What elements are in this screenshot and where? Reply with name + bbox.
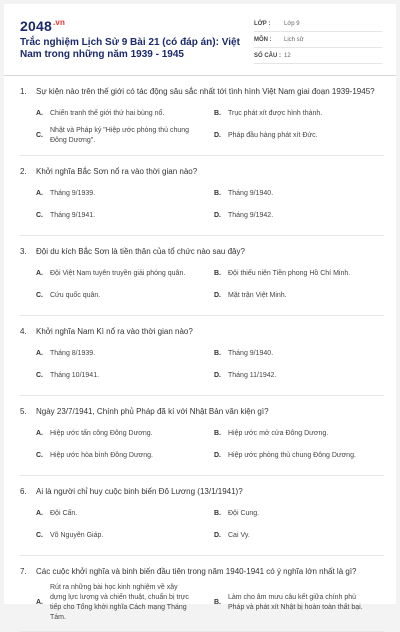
option-text: Chiến tranh thế giới thứ hai bùng nổ. [50,110,165,117]
question-body: Ngày 23/7/1941, Chính phủ Pháp đã kí với Nhật Bản văn kiện gì? [36,407,269,416]
answer-option[interactable] [214,583,384,623]
option-letter: A. [36,430,43,437]
question-list [4,76,396,632]
answer-option[interactable] [36,285,206,307]
option-text: Đội Cấn. [50,510,78,517]
answer-option[interactable] [36,103,206,125]
option-text: Làm cho âm mưu câu kết giữa chính phủ Pháp và phát xít Nhật bị hoàn toàn thất bại. [228,594,363,611]
option-text: Đội Cung. [228,510,260,517]
answer-option[interactable] [214,183,384,205]
option-text: Tháng 10/1941. [50,372,100,379]
answer-option[interactable] [36,525,206,547]
answer-option[interactable] [214,525,384,547]
question-text [20,326,384,337]
option-text: Đội thiếu niên Tiền phong Hồ Chí Minh. [228,270,351,277]
option-text: Cai Vy. [228,532,250,539]
question-number: 3. [20,247,27,256]
question-item [20,556,384,632]
question-number: 1. [20,87,27,96]
answer-option[interactable] [36,423,206,445]
question-text [20,86,384,97]
page-title: Trắc nghiệm Lịch Sử 9 Bài 21 (có đáp án): Việt Nam trong những năm 1939 - 1945 [20,37,240,60]
answer-options [20,263,384,307]
option-text: Tháng 9/1942. [228,212,274,219]
option-letter: A. [36,110,43,117]
meta-value: Lịch sử [284,36,304,43]
option-letter: D. [214,132,221,139]
meta-info [254,16,382,64]
answer-option[interactable] [214,263,384,285]
meta-row [254,16,382,32]
question-text [20,566,384,577]
option-letter: A. [36,190,43,197]
question-item [20,156,384,236]
option-letter: A. [36,510,43,517]
meta-label: MÔN : [254,36,272,43]
question-text [20,166,384,177]
option-text: Tháng 9/1940. [228,190,274,197]
question-number: 7. [20,567,27,576]
answer-options [20,503,384,547]
answer-option[interactable] [214,343,384,365]
option-letter: B. [214,190,221,197]
question-item [20,316,384,396]
question-body: Khởi nghĩa Bắc Sơn nổ ra vào thời gian nào? [36,167,198,176]
question-body: Các cuộc khởi nghĩa và binh biến đầu tiên trong năm 1940-1941 có ý nghĩa lớn nhất là gì? [36,567,357,576]
answer-options [20,103,384,147]
option-letter: C. [36,212,43,219]
meta-row [254,48,382,64]
answer-option[interactable] [36,445,206,467]
answer-option[interactable] [36,343,206,365]
option-text: Cứu quốc quân. [50,292,101,299]
option-text: Hiệp ước phòng thủ chung Đông Dương. [228,452,356,459]
answer-options [20,343,384,387]
answer-options [20,183,384,227]
option-letter: B. [214,110,221,117]
answer-option[interactable] [36,205,206,227]
meta-value: 12 [284,52,291,59]
option-text: Rút ra những bài học kinh nghiệm về xây dựng lực lượng và chiến thuật, chuẩn bị trực tiếp cho Tổng khởi nghĩa Cách mạng Tháng Tám. [50,584,189,621]
answer-option[interactable] [214,445,384,467]
option-text: Hiệp ước mở cửa Đông Dương. [228,430,329,437]
question-number: 2. [20,167,27,176]
option-text: Tháng 8/1939. [50,350,96,357]
answer-option[interactable] [214,423,384,445]
meta-row [254,32,382,48]
question-body: Đội du kích Bắc Sơn là tiền thân của tổ chức nào sau đây? [36,247,245,256]
answer-option[interactable] [36,365,206,387]
option-letter: A. [36,350,43,357]
option-letter: B. [214,270,221,277]
question-number: 5. [20,407,27,416]
option-text: Hiệp ước hòa bình Đông Dương. [50,452,153,459]
option-letter: B. [214,350,221,357]
answer-options [20,423,384,467]
option-letter: C. [36,532,43,539]
option-letter: C. [36,372,43,379]
option-letter: B. [214,510,221,517]
page [4,4,396,621]
question-number: 6. [20,487,27,496]
question-text [20,246,384,257]
answer-options [20,583,384,623]
question-item [20,476,384,556]
question-text [20,486,384,497]
answer-option[interactable] [36,263,206,285]
answer-option[interactable] [214,205,384,227]
question-body: Sự kiện nào trên thế giới có tác động sâu sắc nhất tới tình hình Việt Nam giai đoạn 1939-1945? [36,87,375,96]
option-letter: A. [36,270,43,277]
question-item [20,236,384,316]
question-body: Ai là người chỉ huy cuộc binh biến Đô Lương (13/1/1941)? [36,487,243,496]
option-letter: B. [214,430,221,437]
site-logo[interactable] [20,18,65,34]
option-letter: C. [36,292,43,299]
answer-option[interactable] [214,365,384,387]
option-text: Mặt trận Việt Minh. [228,292,287,299]
option-text: Hiệp ước tấn công Đông Dương. [50,430,153,437]
question-text [20,406,384,417]
logo-suffix: .vn [52,18,66,27]
question-number: 4. [20,327,27,336]
option-text: Nhật và Pháp ký "Hiệp ước phòng thủ chung Đông Dương". [50,127,190,144]
meta-value: Lớp 9 [284,20,300,27]
option-letter: A. [36,599,43,606]
option-text: Tháng 9/1940. [228,350,274,357]
option-text: Trục phát xít được hình thành. [228,110,323,117]
question-item [20,76,384,156]
meta-label: SỐ CÂU : [254,52,281,59]
answer-option[interactable] [214,103,384,125]
option-letter: C. [36,452,43,459]
question-item [20,396,384,476]
option-letter: D. [214,292,221,299]
option-letter: D. [214,212,221,219]
option-letter: D. [214,532,221,539]
option-letter: C. [36,132,43,139]
answer-option[interactable] [36,183,206,205]
option-text: Đội Việt Nam tuyên truyền giải phóng quân. [50,270,186,277]
answer-option[interactable] [36,503,206,525]
option-text: Võ Nguyên Giáp. [50,532,104,539]
logo-text: 2048 [20,18,52,34]
option-text: Tháng 9/1939. [50,190,96,197]
answer-option[interactable] [36,125,206,147]
answer-option[interactable] [36,583,206,623]
meta-label: LỚP : [254,20,271,27]
option-letter: B. [214,599,221,606]
answer-option[interactable] [214,503,384,525]
answer-option[interactable] [214,285,384,307]
option-text: Tháng 11/1942. [228,372,277,379]
option-letter: D. [214,372,221,379]
option-letter: D. [214,452,221,459]
header [4,4,396,76]
question-body: Khởi nghĩa Nam Kì nổ ra vào thời gian nào? [36,327,193,336]
option-text: Pháp đầu hàng phát xít Đức. [228,132,318,139]
option-text: Tháng 9/1941. [50,212,96,219]
answer-option[interactable] [214,125,384,147]
